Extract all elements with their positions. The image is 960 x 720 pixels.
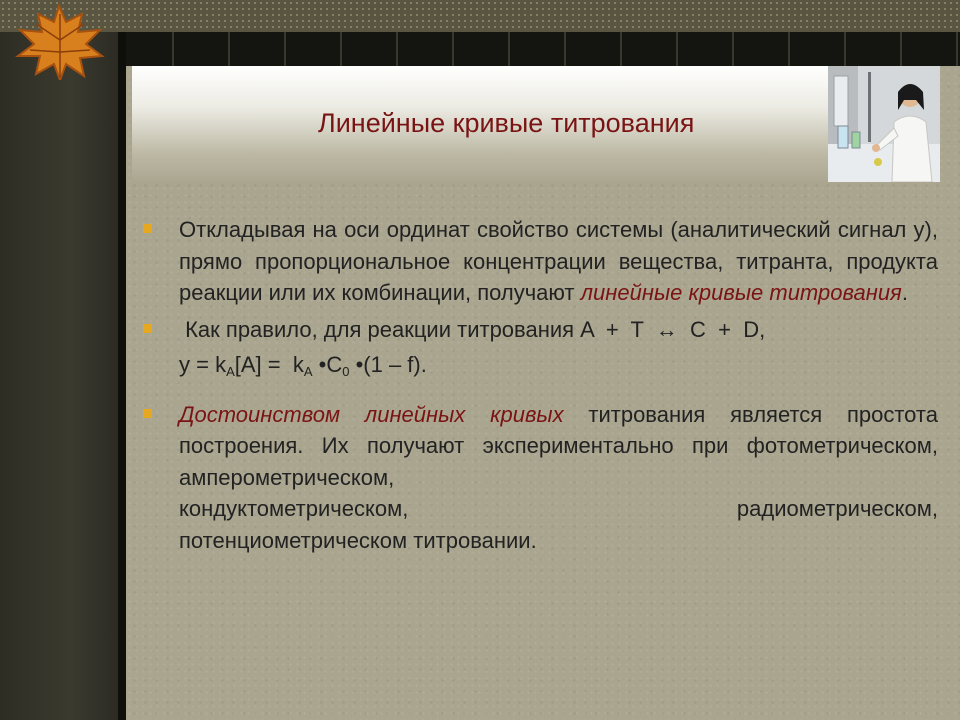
lab-photo xyxy=(828,66,940,182)
formula-subscript: A xyxy=(226,364,235,379)
bullet-square-icon xyxy=(143,224,152,233)
bullet-emphasis: линейные кривые титрования xyxy=(580,280,902,305)
list-item xyxy=(143,214,938,309)
formula-subscript: 0 xyxy=(342,364,350,379)
list-item xyxy=(143,399,938,557)
left-decorative-panel xyxy=(0,32,118,720)
formula-part: •(1 – f). xyxy=(349,352,427,377)
formula-part: [A] = k xyxy=(234,352,304,377)
formula-part: •C xyxy=(312,352,343,377)
bullet-text: Откладывая на оси ординат свойство системы (аналитический сигнал y), прямо пропорциональное концентрации вещества, титранта, продукта реакции или их комбинации, получают xyxy=(179,217,938,305)
list-item xyxy=(143,314,938,388)
slide-title: Линейные кривые титрования xyxy=(318,108,695,138)
top-stripe xyxy=(118,32,960,66)
bullet-square-icon xyxy=(143,409,152,418)
bullet-emphasis: Достоинством линейных кривых xyxy=(179,401,564,427)
bullet-text: Как правило, для реакции титрования A + T ↔ C + D, xyxy=(179,316,766,342)
bullet-square-icon xyxy=(143,324,152,333)
bullet-line-right: радиометрическом, xyxy=(736,496,938,521)
bullet-text xyxy=(179,399,938,494)
autumn-leaf-icon xyxy=(4,0,114,80)
bullet-text-end: . xyxy=(901,280,908,305)
formula xyxy=(179,349,938,388)
top-decorative-band xyxy=(0,0,960,32)
left-edge xyxy=(118,32,126,720)
bullet-line-last: потенциометрическом титровании. xyxy=(179,527,537,553)
formula-part: y = k xyxy=(179,352,227,377)
slide-content xyxy=(143,214,938,556)
bullet-text-part: титрования является простота построения. Их получают экспериментально при фотометрическом, амперометрическом, xyxy=(179,401,939,490)
formula-subscript: A xyxy=(303,364,313,379)
bullet-line xyxy=(179,493,938,525)
bullet-line-left: кондуктометрическом, xyxy=(179,496,409,521)
